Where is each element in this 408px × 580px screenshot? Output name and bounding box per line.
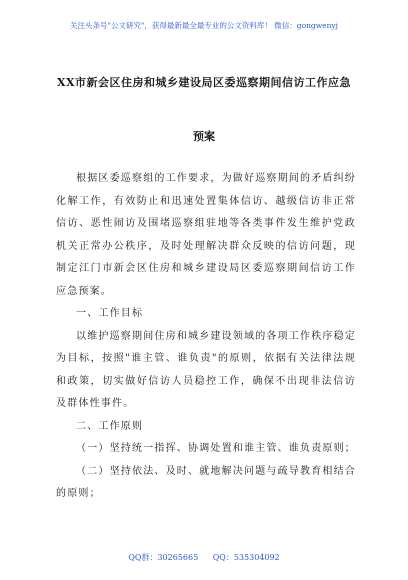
document-body: [56, 168, 356, 506]
document-title: XX市新会区住房和城乡建设局区委巡察期间信访工作应急: [56, 76, 352, 89]
footer-qq-contact: QQ：535304092: [212, 553, 280, 562]
header-promo-note: 关注头条号"公文研究"，获得最新最全最专业的公文资料库！ 微信：gongwenyj: [70, 21, 338, 30]
section-heading-goals: 一、工作目标: [76, 308, 144, 319]
goals-paragraph: 以维护巡察期间住房和城乡建设领域的各项工作秩序稳定为目标，按照"谁主管、谁负责"的原则，依据有关法律法规和政策，切实做好信访人员稳控工作，确保不出现非法信访及群体性事件。: [56, 330, 356, 409]
section-heading-principles: 二、工作原则: [76, 420, 144, 432]
footer-contact-note: [0, 552, 408, 563]
principle-item-2: （二）坚持依法、及时、就地解决问题与疏导教育相结合的原则；: [56, 465, 356, 499]
principle-item-1: （一）坚持统一指挥、协调处置和谁主管、谁负责原则；: [76, 443, 356, 454]
intro-paragraph: 根据区委巡察组的工作要求，为做好巡察期间的矛盾纠纷化解工作，有效防止和迅速处置集体信访、越级信访非正常信访、恶性闹访及围堵巡察组驻地等各类事件发生维护党政机关正常办公秩序，及时处理解决群众反映的信访问题，现制定江门市新会区住房和城乡建设局区委巡察期间信访工作应急预案。: [56, 173, 356, 297]
document-title-continued: 预案: [193, 130, 215, 143]
footer-qq-group: QQ群：30265665: [128, 553, 199, 562]
